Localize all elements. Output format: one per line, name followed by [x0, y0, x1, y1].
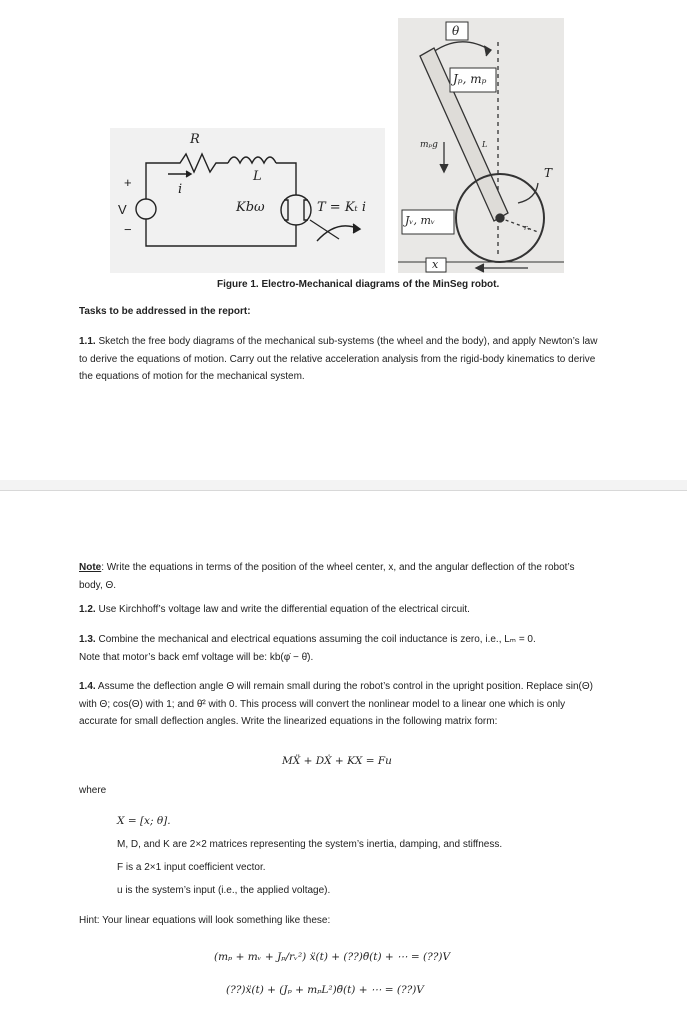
task-text-line2: Note that motor’s back emf voltage will be: kb(φ̇ − θ̇). [79, 651, 314, 663]
task-text: Sketch the free body diagrams of the mechanical sub-systems (the wheel and the body), and apply Newton’s law to derive the equations of motion. Carry out the relative acceleration analysis from the rigid-body kinematics to derive the equations of motion for the mechanical system. [79, 336, 598, 382]
f-definition: F is a 2×1 input coefficient vector. [117, 862, 266, 873]
task-number: 1.4. [79, 681, 96, 692]
task-number: 1.3. [79, 634, 96, 645]
current-label: i [178, 182, 183, 197]
matrix-equation: MẌ + DẊ + KX = Fu [282, 755, 392, 767]
task-text: Assume the deflection angle Θ will remain small during the robot’s control in the upright position. Replace sin(Θ) with Θ; cos(Θ) with 1; and θ̇² with 0. This process will convert the nonlinear model to a linear one which is only accurate for small deflection angles. Write the linearized equations in the following matrix form: [79, 681, 593, 727]
hint-equation-2: (??)ẍ(t) + (Jₚ + mₚL²)θ̈(t) + ⋯ = (??)V [226, 984, 424, 996]
circuit-diagram [110, 128, 385, 273]
length-label: L [482, 140, 488, 149]
page-gap [0, 480, 687, 490]
task-number: 1.2. [79, 604, 96, 615]
hint-equation-1: (mₚ + mᵥ + Jₚ/rᵥ²) ẍ(t) + (??)θ̈(t) + ⋯ = (??)V [214, 951, 451, 963]
document-page-1 [0, 0, 687, 481]
plus-sign: + [124, 175, 132, 190]
u-definition: u is the system’s input (i.e., the applied voltage). [117, 885, 331, 896]
minus-sign: − [124, 222, 132, 237]
where-label: where [79, 785, 107, 796]
note-label: Note [79, 562, 102, 573]
robot-diagram [398, 18, 564, 273]
hint-text: Hint: Your linear equations will look something like these: [79, 915, 331, 926]
torque-label: T = Kₜ i [317, 200, 367, 215]
task-number: 1.1. [79, 336, 96, 347]
position-label: x [432, 258, 439, 271]
task-1-2 [79, 601, 599, 619]
torque-label: T [544, 166, 553, 180]
gravity-label: mₚg [420, 140, 438, 150]
note-paragraph [79, 559, 599, 594]
note-text: : Write the equations in terms of the position of the wheel center, x, and the angular deflection of the robot’s body, Θ. [79, 562, 575, 591]
state-vector-definition: X = [x; θ]. [117, 815, 171, 827]
tasks-heading: Tasks to be addressed in the report: [79, 306, 251, 317]
theta-label: θ [452, 24, 460, 38]
task-text: Combine the mechanical and electrical equations assuming the coil inductance is zero, i.e., Lₘ = 0. [98, 634, 536, 645]
radius-label: rᵥ [524, 224, 530, 232]
task-1-4 [79, 678, 599, 731]
task-1-1 [79, 333, 599, 386]
body-inertia-label: Jₚ, mₚ [453, 72, 487, 86]
figure-caption: Figure 1. Electro-Mechanical diagrams of the MinSeg robot. [217, 279, 500, 290]
task-text: Use Kirchhoff’s voltage law and write the differential equation of the electrical circuit. [98, 604, 470, 615]
mdk-definition: M, D, and K are 2×2 matrices representing the system’s inertia, damping, and stiffness. [117, 839, 503, 850]
back-emf-label: Kbω [236, 200, 265, 215]
inductor-label: L [253, 169, 262, 184]
document-page-2 [0, 490, 687, 1025]
wheel-inertia-label: Jᵥ, mᵥ [405, 214, 436, 227]
task-1-3 [79, 631, 599, 666]
voltage-label: V [118, 202, 127, 217]
resistor-label: R [190, 132, 200, 147]
